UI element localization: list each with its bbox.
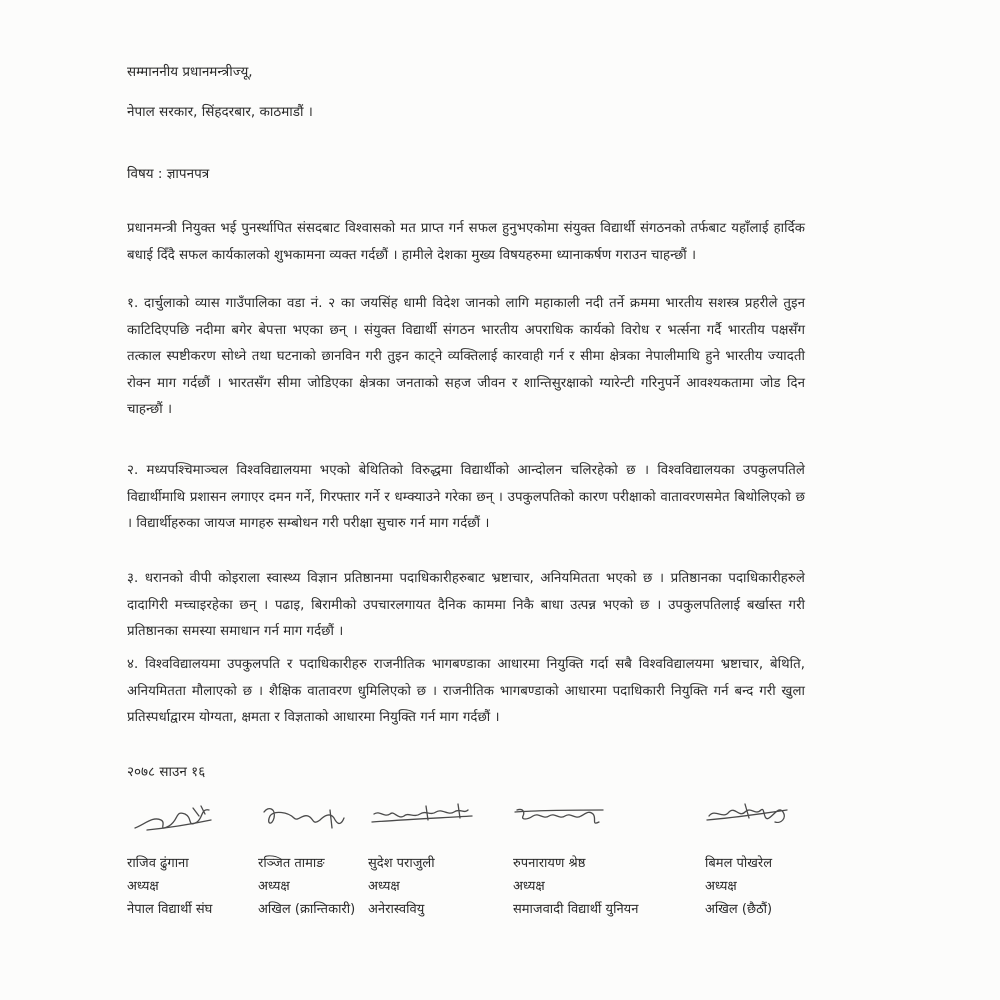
salutation: सम्माननीय प्रधानमन्त्रीज्यू, bbox=[127, 64, 253, 80]
signatory-organization: नेपाल विद्यार्थी संघ bbox=[127, 902, 213, 917]
signatory-block bbox=[705, 798, 865, 921]
point-3-paragraph: ३. धरानको वीपी कोइराला स्वास्थ्य विज्ञान प्रतिष्ठानमा पदाधिकारीहरुबाट भ्रष्टाचार, अनियमितता भएको छ । प्रतिष्ठानका पदाधिकारीहरुले दादागिरी मच्चाइरहेका छन् । पढाइ, बिरामीको उपचारलगायत दैनिक काममा निकै बाधा उत्पन्न भएको छ । उपकुलपतिलाई बर्खास्त गरी प्रतिष्ठानका समस्या समाधान गर्न माग गर्दछौं । bbox=[127, 571, 805, 639]
handwritten-signature bbox=[127, 798, 247, 838]
signatory-role: अध्यक्ष bbox=[258, 879, 290, 894]
signatory-name: रुपनारायण श्रेष्ठ bbox=[513, 856, 586, 871]
signatory-name: राजिव ढुंगाना bbox=[127, 856, 189, 871]
subject-line: विषय : ज्ञापनपत्र bbox=[127, 166, 210, 182]
signatory-role: अध्यक्ष bbox=[368, 879, 400, 894]
signatory-name: सुदेश पराजुली bbox=[368, 856, 435, 871]
handwritten-signature bbox=[705, 798, 825, 838]
signatory-block bbox=[368, 798, 528, 921]
handwritten-signature bbox=[258, 798, 378, 838]
letter-date: २०७८ साउन १६ bbox=[127, 764, 206, 780]
handwritten-signature bbox=[513, 798, 633, 838]
signatory-name: रञ्जित तामाङ bbox=[258, 856, 325, 871]
signatory-organization: समाजवादी विद्यार्थी युनियन bbox=[513, 902, 639, 917]
intro-paragraph: प्रधानमन्त्री नियुक्त भई पुनर्स्थापित संसदबाट विश्वासको मत प्राप्त गर्न सफल हुनुभएकोमा संयुक्त विद्यार्थी संगठनको तर्फबाट यहाँलाई हार्दिक बधाई दिँदै सफल कार्यकालको शुभकामना व्यक्त गर्दछौं । हामीले देशका मुख्य विषयहरुमा ध्यानाकर्षण गराउन चाहन्छौं । bbox=[127, 221, 805, 263]
signatory-role: अध्यक्ष bbox=[705, 879, 737, 894]
point-4-paragraph: ४. विश्वविद्यालयमा उपकुलपति र पदाधिकारीहरु राजनीतिक भागबण्डाका आधारमा नियुक्ति गर्दा सबै विश्वविद्यालयमा भ्रष्टाचार, बेथिति, अनियमितता मौलाएको छ । शैक्षिक वातावरण धुमिलिएको छ । राजनीतिक भागबण्डाको आधारमा पदाधिकारी नियुक्ति गर्न बन्द गरी खुला प्रतिस्पर्धाद्वारम योग्यता, क्षमता र विज्ञताको आधारमा नियुक्ति गर्न माग गर्दछौं । bbox=[127, 657, 805, 725]
signatory-name: बिमल पोखरेल bbox=[705, 856, 773, 871]
signatory-organization: अखिल (छैठौं) bbox=[705, 902, 773, 917]
signatory-organization: अखिल (क्रान्तिकारी) bbox=[258, 902, 356, 917]
signatory-role: अध्यक्ष bbox=[513, 879, 545, 894]
point-1-paragraph: १. दार्चुलाको व्यास गाउँपालिका वडा नं. २ का जयसिंह धामी विदेश जानको लागि महाकाली नदी तर्ने क्रममा भारतीय सशस्त्र प्रहरीले तुइन काटिदिएपछि नदीमा बगेर बेपत्ता भएका छन् । संयुक्त विद्यार्थी संगठन भारतीय अपराधिक कार्यको विरोध र भर्त्सना गर्दै भारतीय पक्षसँग तत्काल स्पष्टीकरण सोध्ने तथा घटनाको छानविन गरी तुइन काट्ने व्यक्तिलाई कारवाही गर्न र सीमा क्षेत्रका नेपालीमाथि हुने भारतीय ज्यादती रोक्न माग गर्दछौं । भारतसँग सीमा जोडिएका क्षेत्रका जनताको सहज जीवन र शान्तिसुरक्षाको ग्यारेन्टी गरिनुपर्ने आवश्यकतामा जोड दिन चाहन्छौं । bbox=[127, 296, 805, 417]
signatory-organization: अनेरास्ववियु bbox=[368, 902, 425, 917]
signatory-block bbox=[513, 798, 673, 921]
point-2-paragraph: २. मध्यपश्चिमाञ्चल विश्वविद्यालयमा भएको बेथितिको विरुद्धमा विद्यार्थीको आन्दोलन चलिरहेको छ । विश्वविद्यालयका उपकुलपतिले विद्यार्थीमाथि प्रशासन लगाएर दमन गर्ने, गिरफ्तार गर्ने र धम्क्याउने गरेका छन् । उपकुलपतिको कारण परीक्षाको वातावरणसमेत बिथोलिएको छ । विद्यार्थीहरुका जायज मागहरु सम्बोधन गरी परीक्षा सुचारु गर्न माग गर्दछौं । bbox=[127, 463, 805, 531]
address: नेपाल सरकार, सिंहदरबार, काठमाडौं । bbox=[127, 104, 313, 120]
handwritten-signature bbox=[368, 798, 488, 838]
signatory-role: अध्यक्ष bbox=[127, 879, 159, 894]
